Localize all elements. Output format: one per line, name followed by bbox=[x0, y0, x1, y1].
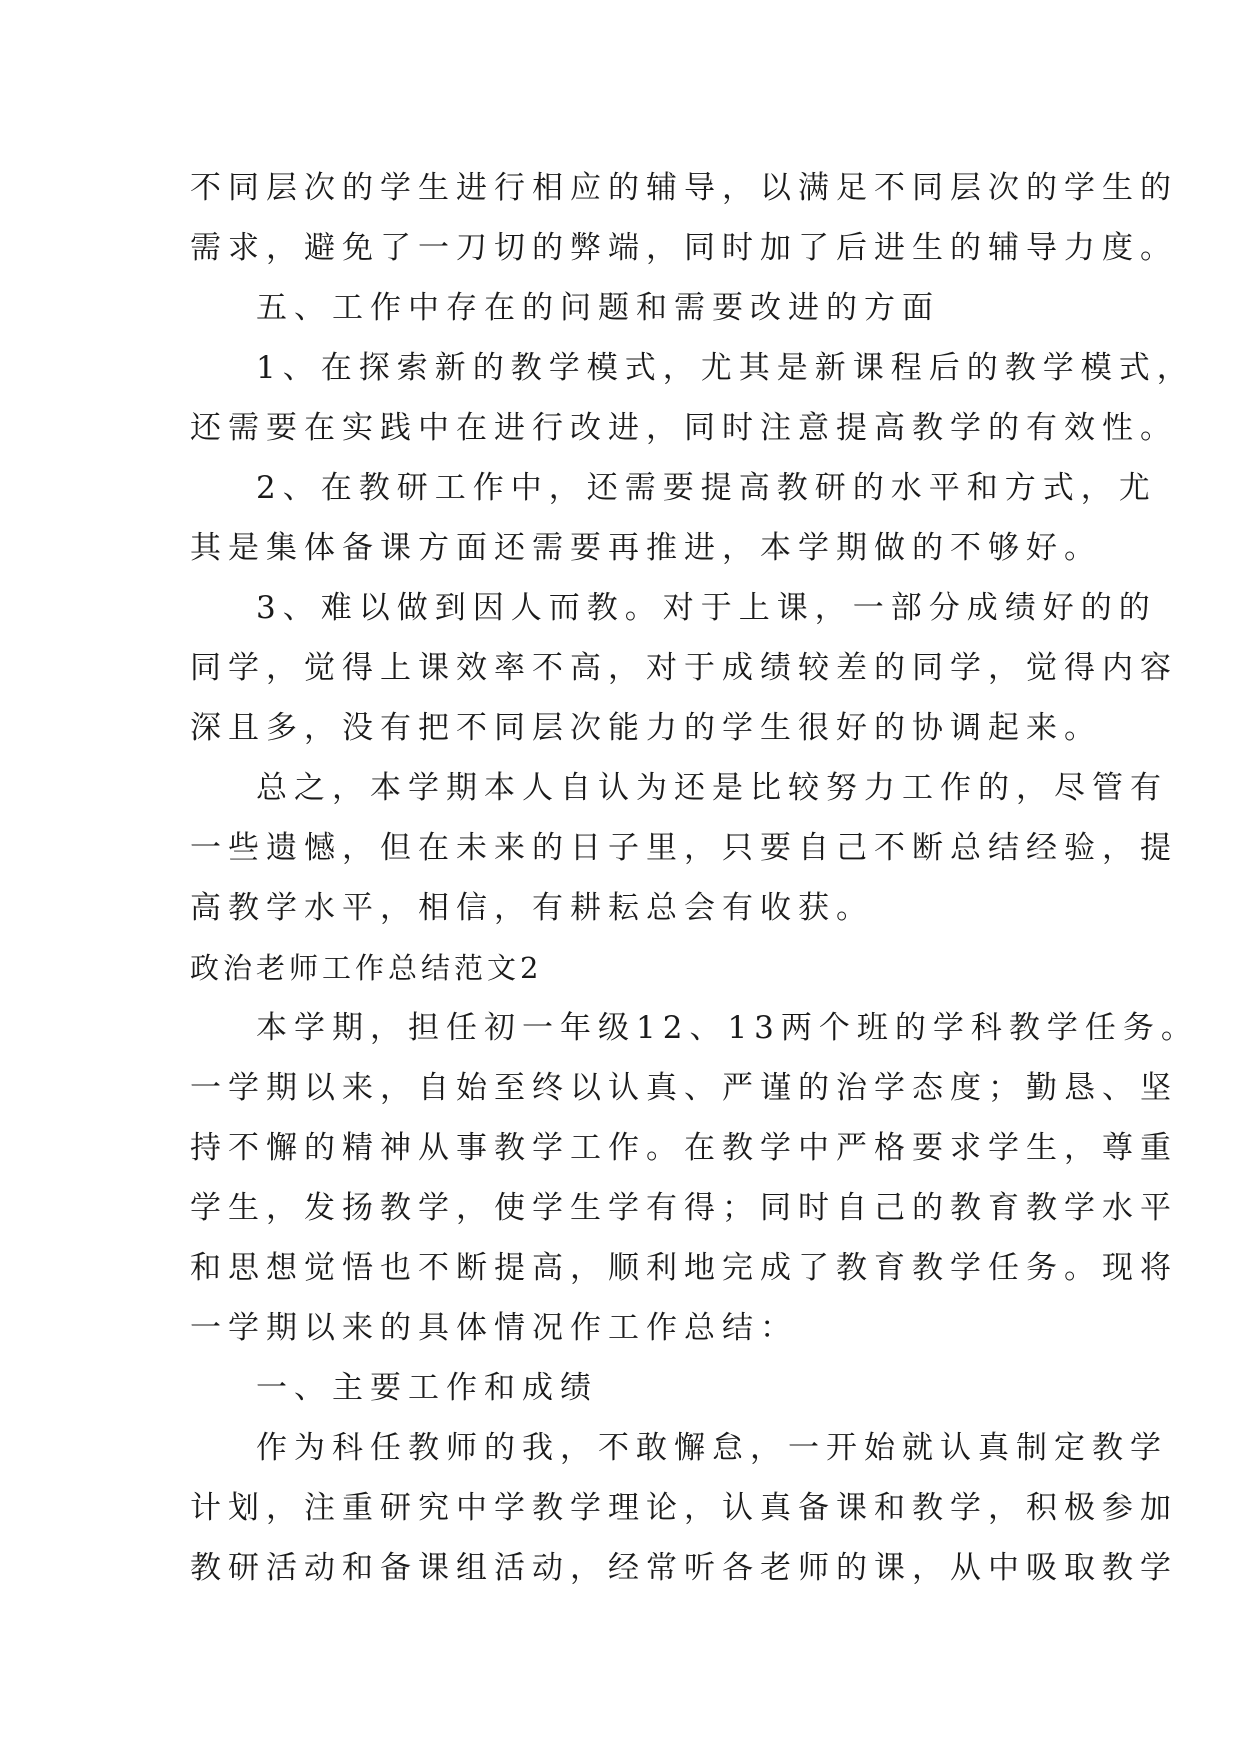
text-line: 总之，本学期本人自认为还是比较努力工作的，尽管有 bbox=[256, 770, 1168, 806]
text-line: 不同层次的学生进行相应的辅导，以满足不同层次的学生的 bbox=[190, 170, 1178, 206]
text-line: 一学期以来，自始至终以认真、严谨的治学态度；勤恳、坚 bbox=[190, 1070, 1178, 1106]
text-line: 计划，注重研究中学教学理论，认真备课和教学，积极参加 bbox=[190, 1490, 1178, 1526]
text-line: 和思想觉悟也不断提高，顺利地完成了教育教学任务。现将 bbox=[190, 1250, 1178, 1286]
section-heading: 五、工作中存在的问题和需要改进的方面 bbox=[256, 290, 940, 326]
text-line: 同学，觉得上课效率不高，对于成绩较差的同学，觉得内容 bbox=[190, 650, 1178, 686]
text-line: 一些遗憾，但在未来的日子里，只要自己不断总结经验，提 bbox=[190, 830, 1178, 866]
text-line: 2、在教研工作中，还需要提高教研的水平和方式，尤 bbox=[256, 470, 1157, 506]
text-line: 需求，避免了一刀切的弊端，同时加了后进生的辅导力度。 bbox=[190, 230, 1178, 266]
text-line: 其是集体备课方面还需要再推进，本学期做的不够好。 bbox=[190, 530, 1102, 566]
text-line: 本学期，担任初一年级12、13两个班的学科教学任务。 bbox=[256, 1010, 1199, 1046]
section-heading: 一、主要工作和成绩 bbox=[256, 1370, 598, 1406]
text-line: 一学期以来的具体情况作工作总结： bbox=[190, 1310, 798, 1346]
text-line: 持不懈的精神从事教学工作。在教学中严格要求学生，尊重 bbox=[190, 1130, 1178, 1166]
text-line: 深且多，没有把不同层次能力的学生很好的协调起来。 bbox=[190, 710, 1102, 746]
article-title: 政治老师工作总结范文2 bbox=[190, 951, 543, 985]
text-line: 还需要在实践中在进行改进，同时注意提高教学的有效性。 bbox=[190, 410, 1178, 446]
text-line: 教研活动和备课组活动，经常听各老师的课，从中吸取教学 bbox=[190, 1550, 1178, 1586]
text-line: 1、在探索新的教学模式，尤其是新课程后的教学模式， bbox=[256, 350, 1195, 386]
text-line: 3、难以做到因人而教。对于上课，一部分成绩好的的 bbox=[256, 590, 1157, 626]
text-line: 作为科任教师的我，不敢懈怠，一开始就认真制定教学 bbox=[256, 1430, 1168, 1466]
document-body bbox=[190, 158, 1199, 1598]
text-line: 高教学水平，相信，有耕耘总会有收获。 bbox=[190, 890, 874, 926]
text-line: 学生，发扬教学，使学生学有得；同时自己的教育教学水平 bbox=[190, 1190, 1178, 1226]
